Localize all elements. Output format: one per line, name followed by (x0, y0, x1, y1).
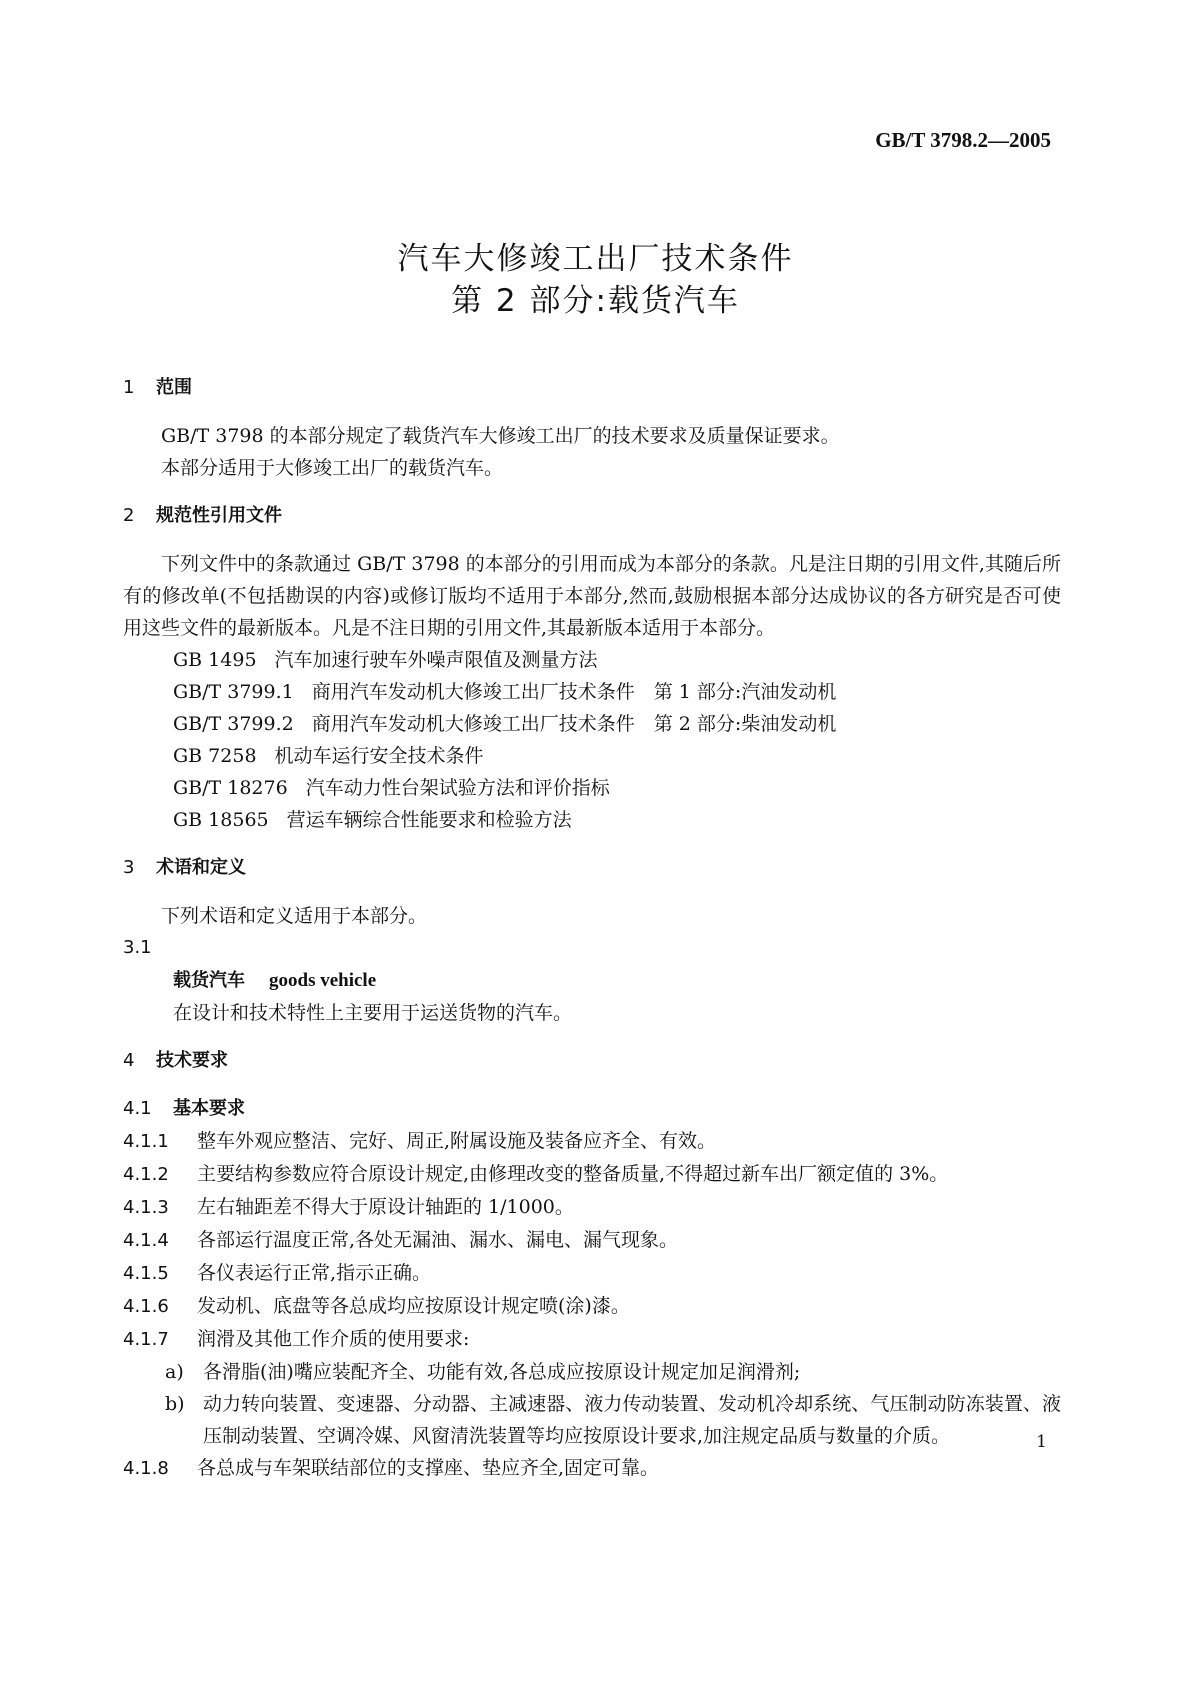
clause: 4.1.8 各总成与车架联结部位的支撑座、垫应齐全,固定可靠。 (123, 1457, 660, 1479)
clause: 4.1.3 左右轴距差不得大于原设计轴距的 1/1000。 (123, 1196, 574, 1218)
subsection-heading-basic-requirements: 4.1 基本要求 (123, 1098, 245, 1119)
paragraph: GB/T 3798 的本部分规定了载货汽车大修竣工出厂的技术要求及质量保证要求。 (161, 425, 840, 447)
clause: 4.1.6 发动机、底盘等各总成均应按原设计规定喷(涂)漆。 (123, 1295, 630, 1317)
section-heading-terms-definitions: 3 术语和定义 (123, 857, 246, 878)
reference-item: GB 7258 机动车运行安全技术条件 (173, 745, 484, 767)
term-chinese: 载货汽车 (173, 970, 245, 991)
clause: 4.1.7 润滑及其他工作介质的使用要求: (123, 1328, 470, 1350)
reference-item: GB 18565 营运车辆综合性能要求和检验方法 (173, 809, 572, 831)
standard-code: GB/T 3798.2—2005 (875, 128, 1051, 152)
reference-item: GB/T 18276 汽车动力性台架试验方法和评价指标 (173, 777, 610, 799)
section-heading-scope: 1 范围 (123, 377, 192, 398)
term-definition: 在设计和技术特性上主要用于运送货物的汽车。 (173, 1002, 573, 1024)
section-heading-technical-requirements: 4 技术要求 (123, 1050, 228, 1071)
document-title: 汽车大修竣工出厂技术条件 (397, 241, 794, 277)
term-number: 3.1 (123, 937, 152, 958)
list-item: a) 各滑脂(油)嘴应装配齐全、功能有效,各总成应按原设计规定加足润滑剂; (165, 1361, 801, 1383)
clause: 4.1.1 整车外观应整洁、完好、周正,附属设施及装备应齐全、有效。 (123, 1130, 717, 1152)
clause: 4.1.2 主要结构参数应符合原设计规定,由修理改变的整备质量,不得超过新车出厂额定值的 3%。 (123, 1163, 949, 1185)
reference-item: GB 1495 汽车加速行驶车外噪声限值及测量方法 (173, 649, 598, 671)
list-item: b) 动力转向装置、变速器、分动器、主减速器、液力传动装置、发动机冷却系统、气压制动防冻装置、液压制动装置、空调冷媒、风窗清洗装置等均应按原设计要求,加注规定品质与数量的介质。 (165, 1393, 1061, 1447)
term-english: goods vehicle (269, 970, 377, 991)
paragraph: 下列术语和定义适用于本部分。 (161, 905, 428, 927)
document-body (123, 372, 1061, 1485)
paragraph: 下列文件中的条款通过 GB/T 3798 的本部分的引用而成为本部分的条款。凡是注日期的引用文件,其随后所有的修改单(不包括勘误的内容)或修订版均不适用于本部分,然而,鼓励根据本部分达成协议的各方研究是否可使用这些文件的最新版本。凡是不注日期的引用文件,其最新版本适用于本部分。 (123, 553, 1061, 639)
page-number: 1 (1036, 1432, 1047, 1452)
clause: 4.1.4 各部运行温度正常,各处无漏油、漏水、漏电、漏气现象。 (123, 1229, 679, 1251)
document-subtitle: 第 2 部分:载货汽车 (451, 283, 740, 319)
term-entry (123, 964, 1061, 997)
reference-item: GB/T 3799.1 商用汽车发动机大修竣工出厂技术条件 第 1 部分:汽油发动机 (173, 681, 837, 703)
clause: 4.1.5 各仪表运行正常,指示正确。 (123, 1262, 432, 1284)
paragraph: 本部分适用于大修竣工出厂的载货汽车。 (161, 457, 504, 479)
reference-item: GB/T 3799.2 商用汽车发动机大修竣工出厂技术条件 第 2 部分:柴油发动机 (173, 713, 837, 735)
section-heading-normative-references: 2 规范性引用文件 (123, 505, 282, 526)
